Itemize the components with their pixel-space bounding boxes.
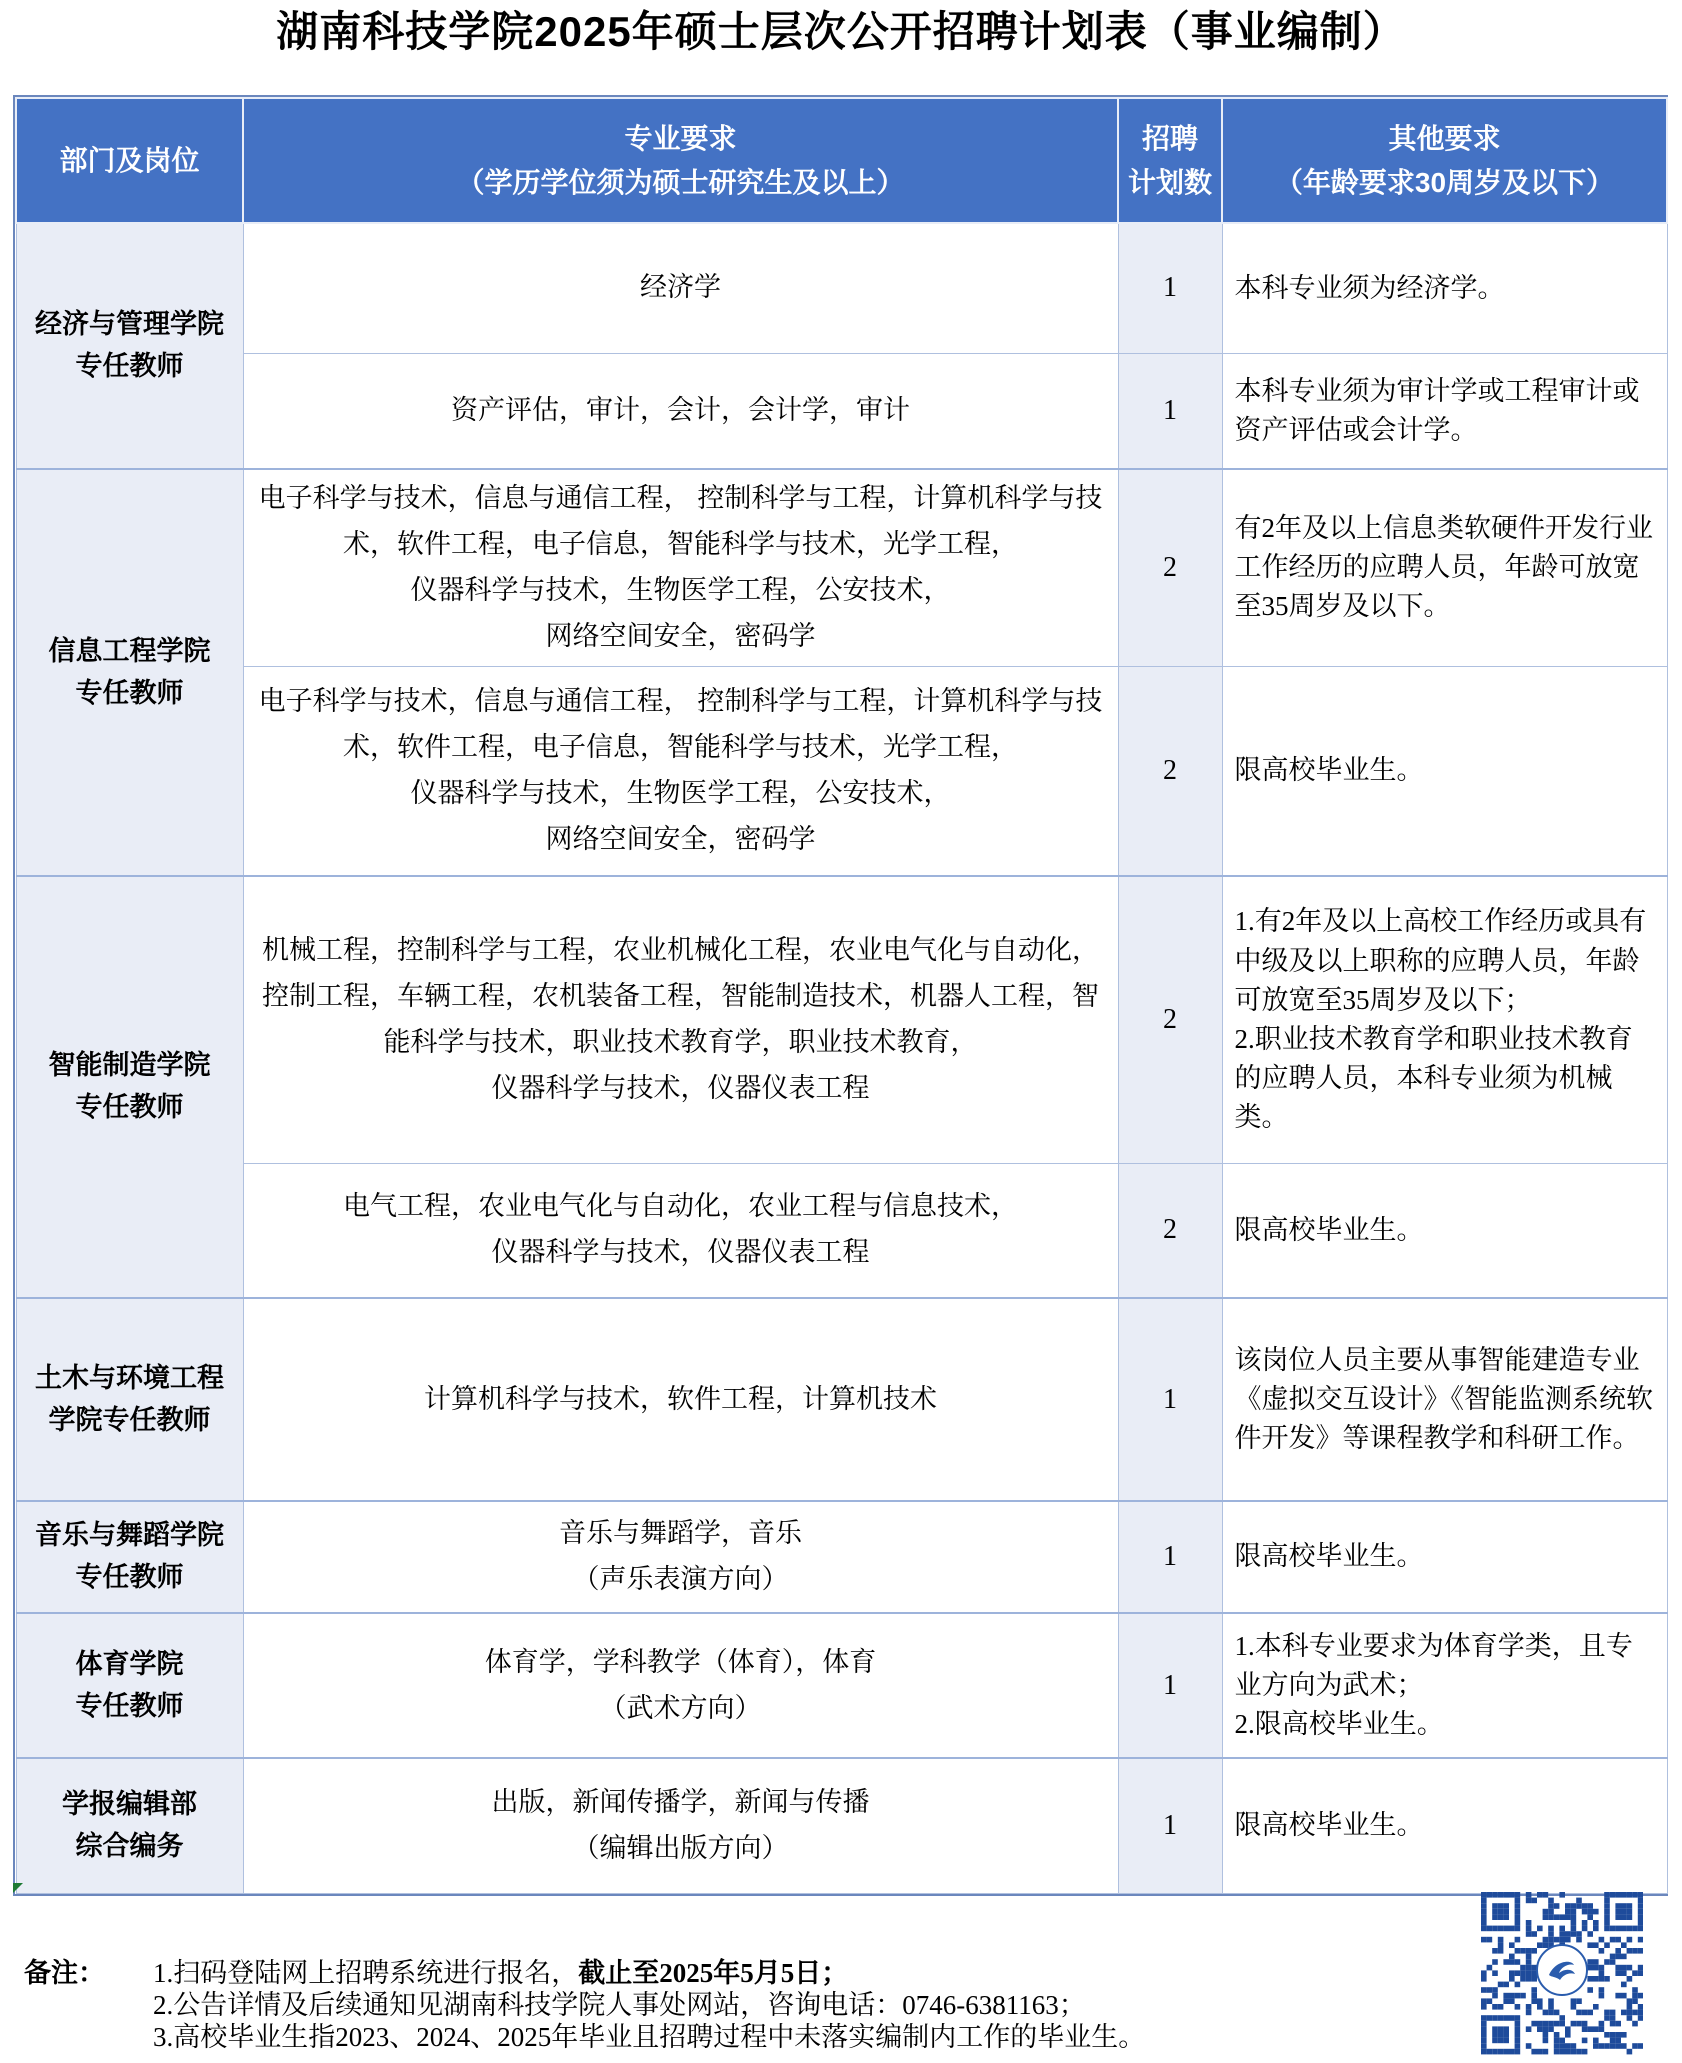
footer-notes — [24, 1958, 1464, 2054]
count-cell: 1 — [1118, 1758, 1222, 1893]
other-requirements-cell: 限高校毕业生。 — [1222, 666, 1667, 876]
count-cell: 1 — [1118, 1298, 1222, 1501]
count-cell: 2 — [1118, 469, 1222, 666]
majors-cell: 体育学，学科教学（体育），体育 （武术方向） — [243, 1613, 1118, 1758]
header-majors: 专业要求 （学历学位须为硕士研究生及以上） — [243, 98, 1118, 223]
table-row — [16, 1758, 1667, 1893]
university-logo-swoosh-icon — [1545, 1953, 1579, 1987]
majors-cell: 计算机科学与技术，软件工程，计算机技术 — [243, 1298, 1118, 1501]
other-requirements-cell: 本科专业须为经济学。 — [1222, 223, 1667, 353]
count-cell: 1 — [1118, 223, 1222, 353]
department-cell: 土木与环境工程 学院专任教师 — [16, 1298, 243, 1501]
note-item: 2.公告详情及后续通知见湖南科技学院人事处网站，咨询电话：0746-6381163； — [153, 1990, 1086, 2020]
majors-cell: 音乐与舞蹈学，音乐 （声乐表演方向） — [243, 1501, 1118, 1613]
count-cell: 1 — [1118, 353, 1222, 469]
excel-corner-flag — [13, 1883, 23, 1893]
recruitment-table — [15, 97, 1668, 1894]
other-requirements-cell: 限高校毕业生。 — [1222, 1501, 1667, 1613]
majors-cell: 电气工程，农业电气化与自动化，农业工程与信息技术， 仪器科学与技术，仪器仪表工程 — [243, 1163, 1118, 1298]
header-count: 招聘 计划数 — [1118, 98, 1222, 223]
notes-label: 备注： — [24, 1958, 105, 1988]
majors-cell: 电子科学与技术，信息与通信工程， 控制科学与工程，计算机科学与技术，软件工程，电子信息，智能科学与技术，光学工程， 仪器科学与技术，生物医学工程，公安技术， 网络空间安全，密码学 — [243, 666, 1118, 876]
count-cell: 2 — [1118, 666, 1222, 876]
table-row — [16, 469, 1667, 666]
note-item: 3.高校毕业生指2023、2024、2025年毕业且招聘过程中未落实编制内工作的毕业生。 — [153, 2022, 1146, 2052]
count-cell: 1 — [1118, 1501, 1222, 1613]
count-cell: 2 — [1118, 876, 1222, 1163]
other-requirements-cell: 1.有2年及以上高校工作经历或具有中级及以上职称的应聘人员，年龄可放宽至35周岁及以下； 2.职业技术教育学和职业技术教育的应聘人员，本科专业须为机械类。 — [1222, 876, 1667, 1163]
other-requirements-cell: 该岗位人员主要从事智能建造专业《虚拟交互设计》《智能监测系统软件开发》等课程教学和科研工作。 — [1222, 1298, 1667, 1501]
university-logo — [1536, 1944, 1588, 1996]
table-row — [16, 876, 1667, 1163]
other-requirements-cell: 限高校毕业生。 — [1222, 1758, 1667, 1893]
table-row — [16, 1163, 1667, 1298]
table-row — [16, 1501, 1667, 1613]
header-other: 其他要求 （年龄要求30周岁及以下） — [1222, 98, 1667, 223]
table-row — [16, 1613, 1667, 1758]
page-title: 湖南科技学院2025年硕士层次公开招聘计划表（事业编制） — [276, 8, 1406, 55]
department-cell: 体育学院 专任教师 — [16, 1613, 243, 1758]
table-row — [16, 353, 1667, 469]
table-row — [16, 223, 1667, 353]
count-cell: 1 — [1118, 1613, 1222, 1758]
table-row — [16, 666, 1667, 876]
other-requirements-cell: 1.本科专业要求为体育学类，且专业方向为武术； 2.限高校毕业生。 — [1222, 1613, 1667, 1758]
department-cell: 信息工程学院 专任教师 — [16, 469, 243, 876]
majors-cell: 电子科学与技术，信息与通信工程， 控制科学与工程，计算机科学与技术，软件工程，电子信息，智能科学与技术，光学工程， 仪器科学与技术，生物医学工程，公安技术， 网络空间安全，密码学 — [243, 469, 1118, 666]
note-item: 1.扫码登陆网上招聘系统进行报名，截止至2025年5月5日； — [153, 1958, 849, 1988]
department-cell: 智能制造学院 专任教师 — [16, 876, 243, 1298]
majors-cell: 资产评估，审计，会计，会计学，审计 — [243, 353, 1118, 469]
department-cell: 音乐与舞蹈学院 专任教师 — [16, 1501, 243, 1613]
other-requirements-cell: 有2年及以上信息类软硬件开发行业工作经历的应聘人员，年龄可放宽至35周岁及以下。 — [1222, 469, 1667, 666]
majors-cell: 出版，新闻传播学，新闻与传播 （编辑出版方向） — [243, 1758, 1118, 1893]
notes-list — [153, 1958, 1464, 2054]
header-department: 部门及岗位 — [16, 98, 243, 223]
department-cell: 学报编辑部 综合编务 — [16, 1758, 243, 1893]
table-header-row — [16, 98, 1667, 223]
count-cell: 2 — [1118, 1163, 1222, 1298]
majors-cell: 经济学 — [243, 223, 1118, 353]
majors-cell: 机械工程，控制科学与工程，农业机械化工程，农业电气化与自动化，控制工程，车辆工程，农机装备工程，智能制造技术，机器人工程，智能科学与技术，职业技术教育学，职业技术教育， 仪器科学与技术，仪器仪表工程 — [243, 876, 1118, 1163]
department-cell: 经济与管理学院 专任教师 — [16, 223, 243, 469]
other-requirements-cell: 本科专业须为审计学或工程审计或资产评估或会计学。 — [1222, 353, 1667, 469]
table-row — [16, 1298, 1667, 1501]
recruitment-table-wrapper — [13, 95, 1668, 1896]
registration-qr-code — [1481, 1892, 1643, 2063]
other-requirements-cell: 限高校毕业生。 — [1222, 1163, 1667, 1298]
